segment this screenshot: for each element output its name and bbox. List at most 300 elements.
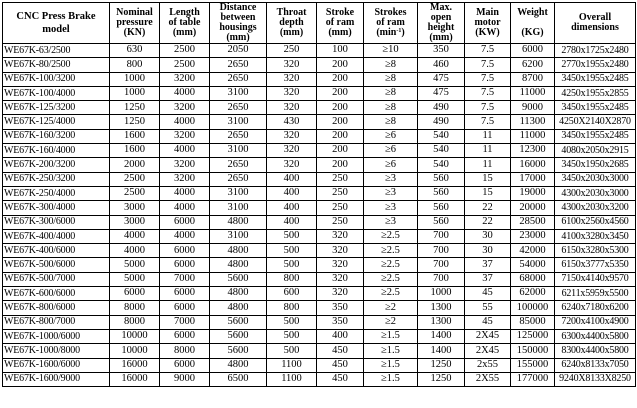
- cell-main-motor: 7.5: [465, 72, 511, 86]
- cell-weight: 11000: [511, 86, 555, 100]
- cell-table-length: 2500: [160, 58, 210, 72]
- table-row: [3, 144, 636, 158]
- cell-ram-strokes-rate: ≥6: [364, 129, 418, 143]
- cell-model: WE67K-1000/6000: [3, 329, 110, 343]
- cell-ram-stroke: 250: [317, 201, 364, 215]
- cell-weight: 85000: [511, 315, 555, 329]
- header-model: [3, 3, 110, 44]
- cell-nominal-pressure: 2000: [110, 158, 160, 172]
- header-line: motor: [474, 17, 501, 28]
- cell-main-motor: 11: [465, 158, 511, 172]
- cell-weight: 6200: [511, 58, 555, 72]
- cell-overall-dimensions: 4300x2030x3000: [555, 186, 636, 200]
- cell-table-length: 6000: [160, 301, 210, 315]
- cell-model: WE67K-800/7000: [3, 315, 110, 329]
- table-row: [3, 315, 636, 329]
- cell-table-length: 3200: [160, 72, 210, 86]
- cell-main-motor: 15: [465, 172, 511, 186]
- table-row: [3, 158, 636, 172]
- cell-housing-distance: 4800: [210, 301, 267, 315]
- header-weight: [511, 3, 555, 44]
- cell-housing-distance: 4800: [210, 215, 267, 229]
- cell-housing-distance: 2650: [210, 58, 267, 72]
- cell-max-open-height: 460: [418, 58, 465, 72]
- header-line: of ram: [325, 17, 355, 28]
- cell-model: WE67K-125/4000: [3, 115, 110, 129]
- cell-overall-dimensions: 3450x1955x2485: [555, 101, 636, 115]
- cell-weight: 177000: [511, 372, 555, 386]
- cell-table-length: 6000: [160, 329, 210, 343]
- cell-overall-dimensions: 4250x1955x2855: [555, 86, 636, 100]
- table-row: [3, 172, 636, 186]
- cell-housing-distance: 4800: [210, 358, 267, 372]
- cell-ram-stroke: 200: [317, 129, 364, 143]
- header-line: between: [220, 12, 256, 23]
- cell-max-open-height: 700: [418, 258, 465, 272]
- cell-ram-stroke: 320: [317, 229, 364, 243]
- cell-model: WE67K-300/6000: [3, 215, 110, 229]
- cell-max-open-height: 540: [418, 144, 465, 158]
- cell-ram-strokes-rate: ≥8: [364, 101, 418, 115]
- header-max-open-height: [418, 3, 465, 44]
- cell-overall-dimensions: 3450x2030x3000: [555, 172, 636, 186]
- cell-nominal-pressure: 8000: [110, 301, 160, 315]
- cell-table-length: 7000: [160, 315, 210, 329]
- cell-main-motor: 30: [465, 244, 511, 258]
- table-row: [3, 58, 636, 72]
- cell-overall-dimensions: 4080x2050x2915: [555, 144, 636, 158]
- table-row: [3, 244, 636, 258]
- cell-throat-depth: 320: [267, 158, 317, 172]
- cell-housing-distance: 5600: [210, 329, 267, 343]
- cell-throat-depth: 400: [267, 172, 317, 186]
- cell-max-open-height: 1400: [418, 344, 465, 358]
- header-line: (KN): [123, 27, 146, 38]
- cell-nominal-pressure: 10000: [110, 344, 160, 358]
- cell-throat-depth: 320: [267, 58, 317, 72]
- table-row: [3, 86, 636, 100]
- cell-overall-dimensions: 2770x1955x2480: [555, 58, 636, 72]
- cell-overall-dimensions: 9240X8133X8250: [555, 372, 636, 386]
- cell-max-open-height: 1400: [418, 329, 465, 343]
- cell-max-open-height: 1250: [418, 372, 465, 386]
- cell-throat-depth: 500: [267, 344, 317, 358]
- cell-throat-depth: 430: [267, 115, 317, 129]
- spec-table-body: [3, 44, 636, 387]
- header-ram-strokes-rate: [364, 3, 418, 44]
- table-row: [3, 44, 636, 58]
- cell-housing-distance: 3100: [210, 115, 267, 129]
- cell-ram-strokes-rate: ≥3: [364, 172, 418, 186]
- cell-throat-depth: 250: [267, 44, 317, 58]
- cell-ram-stroke: 350: [317, 301, 364, 315]
- cell-ram-stroke: 320: [317, 258, 364, 272]
- cell-weight: 28500: [511, 215, 555, 229]
- cell-main-motor: 37: [465, 272, 511, 286]
- cell-nominal-pressure: 800: [110, 58, 160, 72]
- cell-nominal-pressure: 4000: [110, 229, 160, 243]
- cell-ram-stroke: 250: [317, 215, 364, 229]
- table-row: [3, 72, 636, 86]
- cell-overall-dimensions: 4250X2140X2870: [555, 115, 636, 129]
- cell-housing-distance: 3100: [210, 229, 267, 243]
- cell-weight: 100000: [511, 301, 555, 315]
- cell-table-length: 3200: [160, 172, 210, 186]
- header-line: Throat: [276, 7, 307, 18]
- table-row: [3, 186, 636, 200]
- cell-housing-distance: 4800: [210, 244, 267, 258]
- cell-main-motor: 2X45: [465, 344, 511, 358]
- cell-main-motor: 55: [465, 301, 511, 315]
- cell-ram-strokes-rate: ≥2: [364, 301, 418, 315]
- cell-ram-strokes-rate: ≥2.5: [364, 258, 418, 272]
- table-row: [3, 215, 636, 229]
- cell-main-motor: 30: [465, 229, 511, 243]
- cell-ram-strokes-rate: ≥3: [364, 186, 418, 200]
- cell-ram-strokes-rate: ≥6: [364, 158, 418, 172]
- press-brake-spec-table: [2, 2, 636, 387]
- cell-nominal-pressure: 16000: [110, 372, 160, 386]
- cell-model: WE67K-1600/6000: [3, 358, 110, 372]
- cell-housing-distance: 3100: [210, 186, 267, 200]
- cell-table-length: 3200: [160, 101, 210, 115]
- cell-throat-depth: 320: [267, 72, 317, 86]
- table-row: [3, 358, 636, 372]
- cell-housing-distance: 2050: [210, 44, 267, 58]
- cell-nominal-pressure: 10000: [110, 329, 160, 343]
- cell-ram-strokes-rate: ≥1.5: [364, 344, 418, 358]
- cell-table-length: 4000: [160, 144, 210, 158]
- cell-table-length: 3200: [160, 158, 210, 172]
- cell-throat-depth: 500: [267, 229, 317, 243]
- table-row: [3, 372, 636, 386]
- cell-weight: 42000: [511, 244, 555, 258]
- cell-model: WE67K-500/7000: [3, 272, 110, 286]
- cell-overall-dimensions: 7150x4140x9570: [555, 272, 636, 286]
- cell-main-motor: 11: [465, 144, 511, 158]
- cell-weight: 20000: [511, 201, 555, 215]
- header-line: (mm): [429, 32, 453, 43]
- cell-ram-stroke: 250: [317, 172, 364, 186]
- header-line: (mm): [279, 27, 304, 38]
- header-line: Strokes: [374, 7, 407, 18]
- cell-ram-stroke: 320: [317, 244, 364, 258]
- header-line: dimensions: [571, 22, 619, 33]
- cell-overall-dimensions: 6211x5959x5500: [555, 287, 636, 301]
- cell-main-motor: 2x55: [465, 358, 511, 372]
- cell-overall-dimensions: 8300x4400x5800: [555, 344, 636, 358]
- table-row: [3, 301, 636, 315]
- header-line: Overall: [578, 12, 612, 23]
- cell-model: WE67K-500/6000: [3, 258, 110, 272]
- cell-ram-strokes-rate: ≥10: [364, 44, 418, 58]
- header-line: (mm): [226, 32, 250, 43]
- table-row: [3, 101, 636, 115]
- cell-model: WE67K-63/2500: [3, 44, 110, 58]
- cell-table-length: 6000: [160, 244, 210, 258]
- header-line: (KG): [521, 27, 544, 38]
- header-line: Stroke: [325, 7, 355, 18]
- cell-model: WE67K-160/3200: [3, 129, 110, 143]
- cell-nominal-pressure: 5000: [110, 258, 160, 272]
- cell-overall-dimensions: 3450x1950x2685: [555, 158, 636, 172]
- header-line: Length: [169, 7, 200, 18]
- cell-model: WE67K-80/2500: [3, 58, 110, 72]
- cell-nominal-pressure: 4000: [110, 244, 160, 258]
- cell-max-open-height: 700: [418, 272, 465, 286]
- cell-weight: 16000: [511, 158, 555, 172]
- header-line: height: [427, 22, 455, 33]
- cell-weight: 12300: [511, 144, 555, 158]
- cell-ram-stroke: 350: [317, 315, 364, 329]
- cell-main-motor: 45: [465, 315, 511, 329]
- cell-housing-distance: 5600: [210, 272, 267, 286]
- cell-nominal-pressure: 1000: [110, 72, 160, 86]
- cell-model: WE67K-400/4000: [3, 229, 110, 243]
- cell-overall-dimensions: 6240x7180x6200: [555, 301, 636, 315]
- cell-housing-distance: 3100: [210, 86, 267, 100]
- cell-ram-strokes-rate: ≥8: [364, 72, 418, 86]
- cell-throat-depth: 800: [267, 272, 317, 286]
- cell-main-motor: 22: [465, 215, 511, 229]
- cell-weight: 11300: [511, 115, 555, 129]
- cell-model: WE67K-400/6000: [3, 244, 110, 258]
- cell-weight: 17000: [511, 172, 555, 186]
- cell-ram-strokes-rate: ≥8: [364, 58, 418, 72]
- cell-table-length: 6000: [160, 258, 210, 272]
- cell-weight: 68000: [511, 272, 555, 286]
- cell-overall-dimensions: 2780x1725x2480: [555, 44, 636, 58]
- cell-throat-depth: 1100: [267, 358, 317, 372]
- cell-overall-dimensions: 4100x3280x3450: [555, 229, 636, 243]
- cell-throat-depth: 320: [267, 101, 317, 115]
- cell-throat-depth: 400: [267, 186, 317, 200]
- cell-throat-depth: 320: [267, 129, 317, 143]
- cell-max-open-height: 1250: [418, 358, 465, 372]
- cell-housing-distance: 2650: [210, 129, 267, 143]
- cell-ram-stroke: 200: [317, 158, 364, 172]
- header-line: Weight: [517, 7, 548, 18]
- cell-max-open-height: 560: [418, 172, 465, 186]
- cell-weight: 62000: [511, 287, 555, 301]
- cell-main-motor: 7.5: [465, 101, 511, 115]
- cell-main-motor: 7.5: [465, 86, 511, 100]
- table-row: [3, 258, 636, 272]
- cell-model: WE67K-100/3200: [3, 72, 110, 86]
- cell-ram-strokes-rate: ≥6: [364, 144, 418, 158]
- cell-nominal-pressure: 3000: [110, 215, 160, 229]
- cell-model: WE67K-200/3200: [3, 158, 110, 172]
- header-line: open: [430, 12, 452, 23]
- header-line: of ram: [376, 17, 405, 28]
- cell-model: WE67K-125/3200: [3, 101, 110, 115]
- cell-throat-depth: 500: [267, 329, 317, 343]
- table-row: [3, 129, 636, 143]
- cell-model: WE67K-1000/8000: [3, 344, 110, 358]
- cell-ram-strokes-rate: ≥8: [364, 115, 418, 129]
- cell-throat-depth: 800: [267, 301, 317, 315]
- cell-model: WE67K-100/4000: [3, 86, 110, 100]
- cell-housing-distance: 4800: [210, 258, 267, 272]
- cell-overall-dimensions: 7200x4100x4900: [555, 315, 636, 329]
- cell-throat-depth: 400: [267, 215, 317, 229]
- header-line: Nominal: [116, 7, 153, 18]
- header-line: (mm): [328, 27, 352, 38]
- cell-ram-stroke: 200: [317, 86, 364, 100]
- cell-overall-dimensions: 6150x3280x5300: [555, 244, 636, 258]
- cell-main-motor: 7.5: [465, 115, 511, 129]
- header-line: model: [42, 24, 70, 35]
- cell-ram-strokes-rate: ≥1.5: [364, 358, 418, 372]
- cell-weight: 6000: [511, 44, 555, 58]
- cell-housing-distance: 2650: [210, 101, 267, 115]
- cell-table-length: 6000: [160, 215, 210, 229]
- cell-overall-dimensions: 6240x8133x7050: [555, 358, 636, 372]
- spec-table-container: [2, 2, 636, 387]
- cell-main-motor: 45: [465, 287, 511, 301]
- cell-nominal-pressure: 1600: [110, 144, 160, 158]
- cell-ram-stroke: 200: [317, 115, 364, 129]
- cell-weight: 9000: [511, 101, 555, 115]
- cell-nominal-pressure: 2500: [110, 172, 160, 186]
- cell-table-length: 6000: [160, 358, 210, 372]
- cell-nominal-pressure: 2500: [110, 186, 160, 200]
- cell-throat-depth: 320: [267, 86, 317, 100]
- cell-max-open-height: 560: [418, 201, 465, 215]
- cell-main-motor: 37: [465, 258, 511, 272]
- cell-throat-depth: 500: [267, 244, 317, 258]
- cell-max-open-height: 700: [418, 229, 465, 243]
- cell-ram-stroke: 400: [317, 329, 364, 343]
- cell-main-motor: 7.5: [465, 58, 511, 72]
- header-line: pressure: [116, 17, 153, 28]
- cell-ram-stroke: 450: [317, 372, 364, 386]
- cell-main-motor: 15: [465, 186, 511, 200]
- cell-ram-strokes-rate: ≥1.5: [364, 329, 418, 343]
- cell-ram-stroke: 450: [317, 358, 364, 372]
- header-line: $(\min^{-1})$: [376, 27, 405, 38]
- cell-ram-stroke: 200: [317, 101, 364, 115]
- cell-nominal-pressure: 16000: [110, 358, 160, 372]
- table-row: [3, 272, 636, 286]
- header-overall-dimensions: [555, 3, 636, 44]
- cell-ram-strokes-rate: ≥3: [364, 215, 418, 229]
- header-line: depth: [279, 17, 304, 28]
- cell-table-length: 8000: [160, 344, 210, 358]
- cell-ram-strokes-rate: ≥2.5: [364, 287, 418, 301]
- header-line: (KW): [475, 27, 500, 38]
- table-row: [3, 201, 636, 215]
- cell-nominal-pressure: 1000: [110, 86, 160, 100]
- cell-ram-strokes-rate: ≥8: [364, 86, 418, 100]
- cell-max-open-height: 1300: [418, 315, 465, 329]
- cell-throat-depth: 500: [267, 315, 317, 329]
- cell-throat-depth: 1100: [267, 372, 317, 386]
- cell-max-open-height: 560: [418, 186, 465, 200]
- cell-ram-strokes-rate: ≥2.5: [364, 229, 418, 243]
- cell-weight: 155000: [511, 358, 555, 372]
- cell-nominal-pressure: 1250: [110, 115, 160, 129]
- header-line: of table: [168, 17, 201, 28]
- cell-housing-distance: 3100: [210, 144, 267, 158]
- cell-throat-depth: 500: [267, 258, 317, 272]
- header-line: housings: [219, 22, 257, 33]
- cell-nominal-pressure: 1600: [110, 129, 160, 143]
- cell-nominal-pressure: 5000: [110, 272, 160, 286]
- header-nominal-pressure: [110, 3, 160, 44]
- cell-housing-distance: 3100: [210, 201, 267, 215]
- cell-table-length: 4000: [160, 201, 210, 215]
- cell-housing-distance: 2650: [210, 72, 267, 86]
- cell-weight: 125000: [511, 329, 555, 343]
- header-line: (mm): [172, 27, 197, 38]
- cell-nominal-pressure: 630: [110, 44, 160, 58]
- cell-ram-stroke: 250: [317, 186, 364, 200]
- cell-table-length: 9000: [160, 372, 210, 386]
- header-line: Main: [476, 7, 499, 18]
- cell-ram-strokes-rate: ≥2: [364, 315, 418, 329]
- cell-overall-dimensions: 6150x3777x5350: [555, 258, 636, 272]
- cell-overall-dimensions: 6100x2560x4560: [555, 215, 636, 229]
- cell-weight: 19000: [511, 186, 555, 200]
- header-ram-stroke: [317, 3, 364, 44]
- cell-model: WE67K-300/4000: [3, 201, 110, 215]
- header-line: Max.: [430, 2, 452, 13]
- cell-table-length: 3200: [160, 129, 210, 143]
- cell-housing-distance: 4800: [210, 287, 267, 301]
- cell-max-open-height: 490: [418, 101, 465, 115]
- cell-table-length: 4000: [160, 229, 210, 243]
- cell-throat-depth: 320: [267, 144, 317, 158]
- header-housing-distance: [210, 3, 267, 44]
- cell-ram-stroke: 200: [317, 58, 364, 72]
- table-row: [3, 115, 636, 129]
- header-main-motor: [465, 3, 511, 44]
- cell-weight: 11000: [511, 129, 555, 143]
- cell-ram-strokes-rate: ≥2.5: [364, 272, 418, 286]
- cell-table-length: 7000: [160, 272, 210, 286]
- cell-throat-depth: 600: [267, 287, 317, 301]
- cell-ram-stroke: 320: [317, 272, 364, 286]
- cell-model: WE67K-160/4000: [3, 144, 110, 158]
- cell-table-length: 2500: [160, 44, 210, 58]
- cell-overall-dimensions: 3450x1955x2485: [555, 72, 636, 86]
- cell-throat-depth: 400: [267, 201, 317, 215]
- cell-ram-stroke: 320: [317, 287, 364, 301]
- cell-max-open-height: 560: [418, 215, 465, 229]
- cell-ram-stroke: 450: [317, 344, 364, 358]
- cell-nominal-pressure: 6000: [110, 287, 160, 301]
- cell-weight: 150000: [511, 344, 555, 358]
- cell-max-open-height: 350: [418, 44, 465, 58]
- cell-max-open-height: 490: [418, 115, 465, 129]
- cell-main-motor: 11: [465, 129, 511, 143]
- cell-main-motor: 7.5: [465, 44, 511, 58]
- header-table-length: [160, 3, 210, 44]
- cell-weight: 54000: [511, 258, 555, 272]
- cell-nominal-pressure: 8000: [110, 315, 160, 329]
- cell-nominal-pressure: 1250: [110, 101, 160, 115]
- table-row: [3, 287, 636, 301]
- cell-housing-distance: 5600: [210, 315, 267, 329]
- cell-model: WE67K-250/4000: [3, 186, 110, 200]
- cell-ram-strokes-rate: ≥3: [364, 201, 418, 215]
- cell-weight: 8700: [511, 72, 555, 86]
- cell-model: WE67K-250/3200: [3, 172, 110, 186]
- cell-ram-stroke: 200: [317, 144, 364, 158]
- cell-table-length: 4000: [160, 186, 210, 200]
- header-throat-depth: [267, 3, 317, 44]
